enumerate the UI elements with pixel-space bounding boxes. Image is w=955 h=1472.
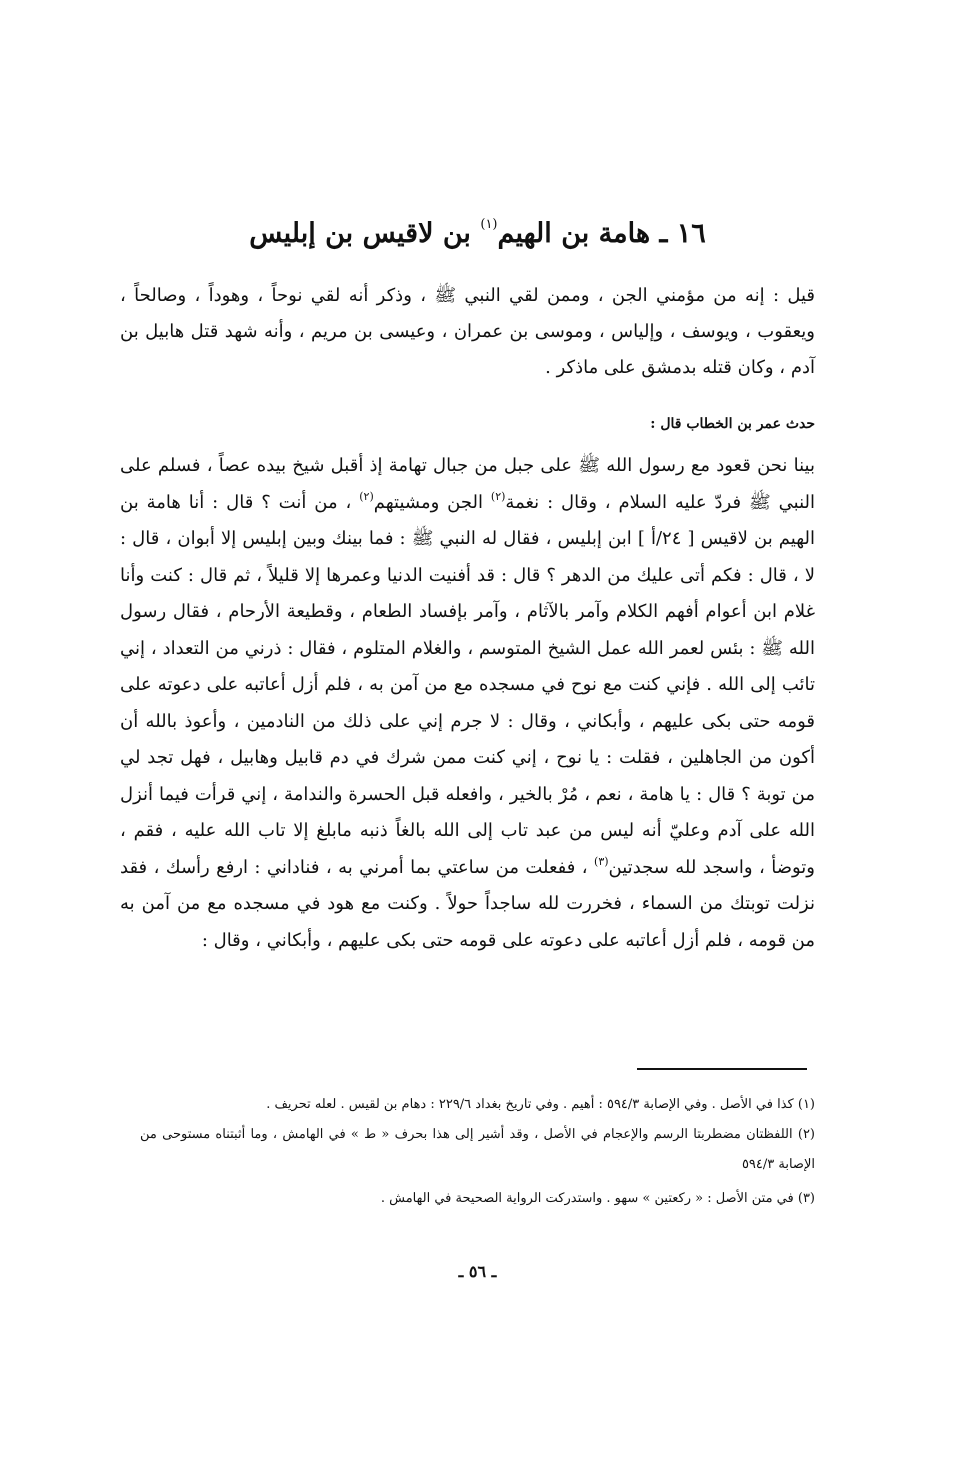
body-text-2: الجن ومشيتهم: [373, 491, 491, 513]
intro-paragraph: قيل : إنه من مؤمني الجن ، وممن لقي النبي ﷺ ، وذكر أنه لقي نوحاً ، وهوداً ، وصالحاً ، ويعقوب ، ويوسف ، وإلياس ، وموسى بن عمران ، وعيسى بن مريم ، وأنه شهد قتل هابيل بن آدم ، وكان قتله بدمشق على ماذكر .: [120, 285, 815, 378]
footnote-divider: [637, 1068, 807, 1070]
footnote-ref-1: (١): [480, 217, 498, 232]
entry-name-part1: هامة بن الهيم: [497, 218, 651, 249]
body-text-3: ، من أنت ؟ قال : أنا هامة بن الهيم بن لاقيس [ ٢٤/أ ] ابن إبليس ، فقال له النبي ﷺ : فما بينك وبين إبليس إلا أبوان ، قال : لا ، قال : فكم أتى عليك من الدهر ؟ قال : قد أفنيت الدنيا وعمرها إلا قليلاً ، ثم قال : كنت وأنا غلام ابن أعوام أفهم الكلام وآمر بالآثام ، وآمر بإفساد الطعام ، وقطيعة الأرحام ، فقال رسول الله ﷺ : بئس لعمر الله عمل الشيخ المتوسم ، والغلام المتلوم ، فقال : ذرني من التعداد ، إني تائب إلى الله . فإني كنت مع نوح في مسجده مع من آمن به ، فلم أزل أعاتبه على دعوته على قومه حتى بكى عليهم ، وأبكاني ، وقال : لا جرم إني على ذلك من النادمين ، وأعوذ بالله أن أكون من الجاهلين ، فقلت : يا نوح ، إني كنت ممن شرك في دم قابيل وهابيل ، فهل تجد لي من توبة ؟ قال : يا هامة ، نعم ، مُرْ بالخير ، وافعله قبل الحسرة والندامة ، إني قرأت فيما أنزل الله على آدم وعليّ أنه ليس من عبد تاب إلى الله بالغاً ذنبه مابلغ إلا تاب الله عليه ، فقم ، وتوضأ ، واسجد لله سجدتين: [120, 491, 816, 878]
entry-title: [120, 212, 835, 256]
footnote-ref-2b: (٢): [359, 489, 374, 503]
page-number: ـ ٥٦ ـ: [458, 1262, 497, 1281]
footnote-ref-2: (٢): [490, 489, 506, 503]
footnote-ref-3: (٣): [594, 854, 609, 868]
footnotes: [140, 1090, 815, 1214]
footnote-1: (١) كذا في الأصل . وفي الإصابة ٥٩٤/٣ : أهيم . وفي تاريخ بغداد ٢٢٩/٦ : دهام بن لقيس . لعله تحريف .: [266, 1097, 815, 1112]
footnote-3: (٣) في متن الأصل : « ركعتين » سهو . واستدركت الرواية الصحيحة في الهامش .: [380, 1191, 815, 1206]
footnote-2: (٢) اللفظتان مضطربتا الرسم والإعجام في الأصل ، وقد أشير إلى هذا بحرف « ط » في الهامش ، وما أثبتناه مستوحى من الإصابة ٥٩٤/٣: [140, 1127, 815, 1172]
entry-number: ١٦ ـ: [659, 218, 706, 249]
narration-body: [120, 448, 815, 959]
narration-heading: حدث عمر بن الخطاب قال :: [650, 416, 815, 432]
body-text-1: بينا نحن قعود مع رسول الله ﷺ على جبل من جبال تهامة إذ أقبل شيخ بيده عصاً ، فسلم على النبي ﷺ فردّ عليه السلام ، وقال : نغمة: [120, 455, 815, 513]
body-text-4: ، ففعلت من ساعتي بما أمرني به ، فناداني : ارفع رأسك ، فقد نزلت توبتك من السماء ، فخررت لله ساجداً حولاً . وكنت مع هود في مسجده مع من آمن به من قومه ، فلم أزل أعاتبه على دعوته على قومه حتى بكى عليهم ، وأبكاني ، وقال :: [120, 856, 815, 951]
entry-name-part2: بن لاقيس بن إبليس: [249, 218, 471, 249]
